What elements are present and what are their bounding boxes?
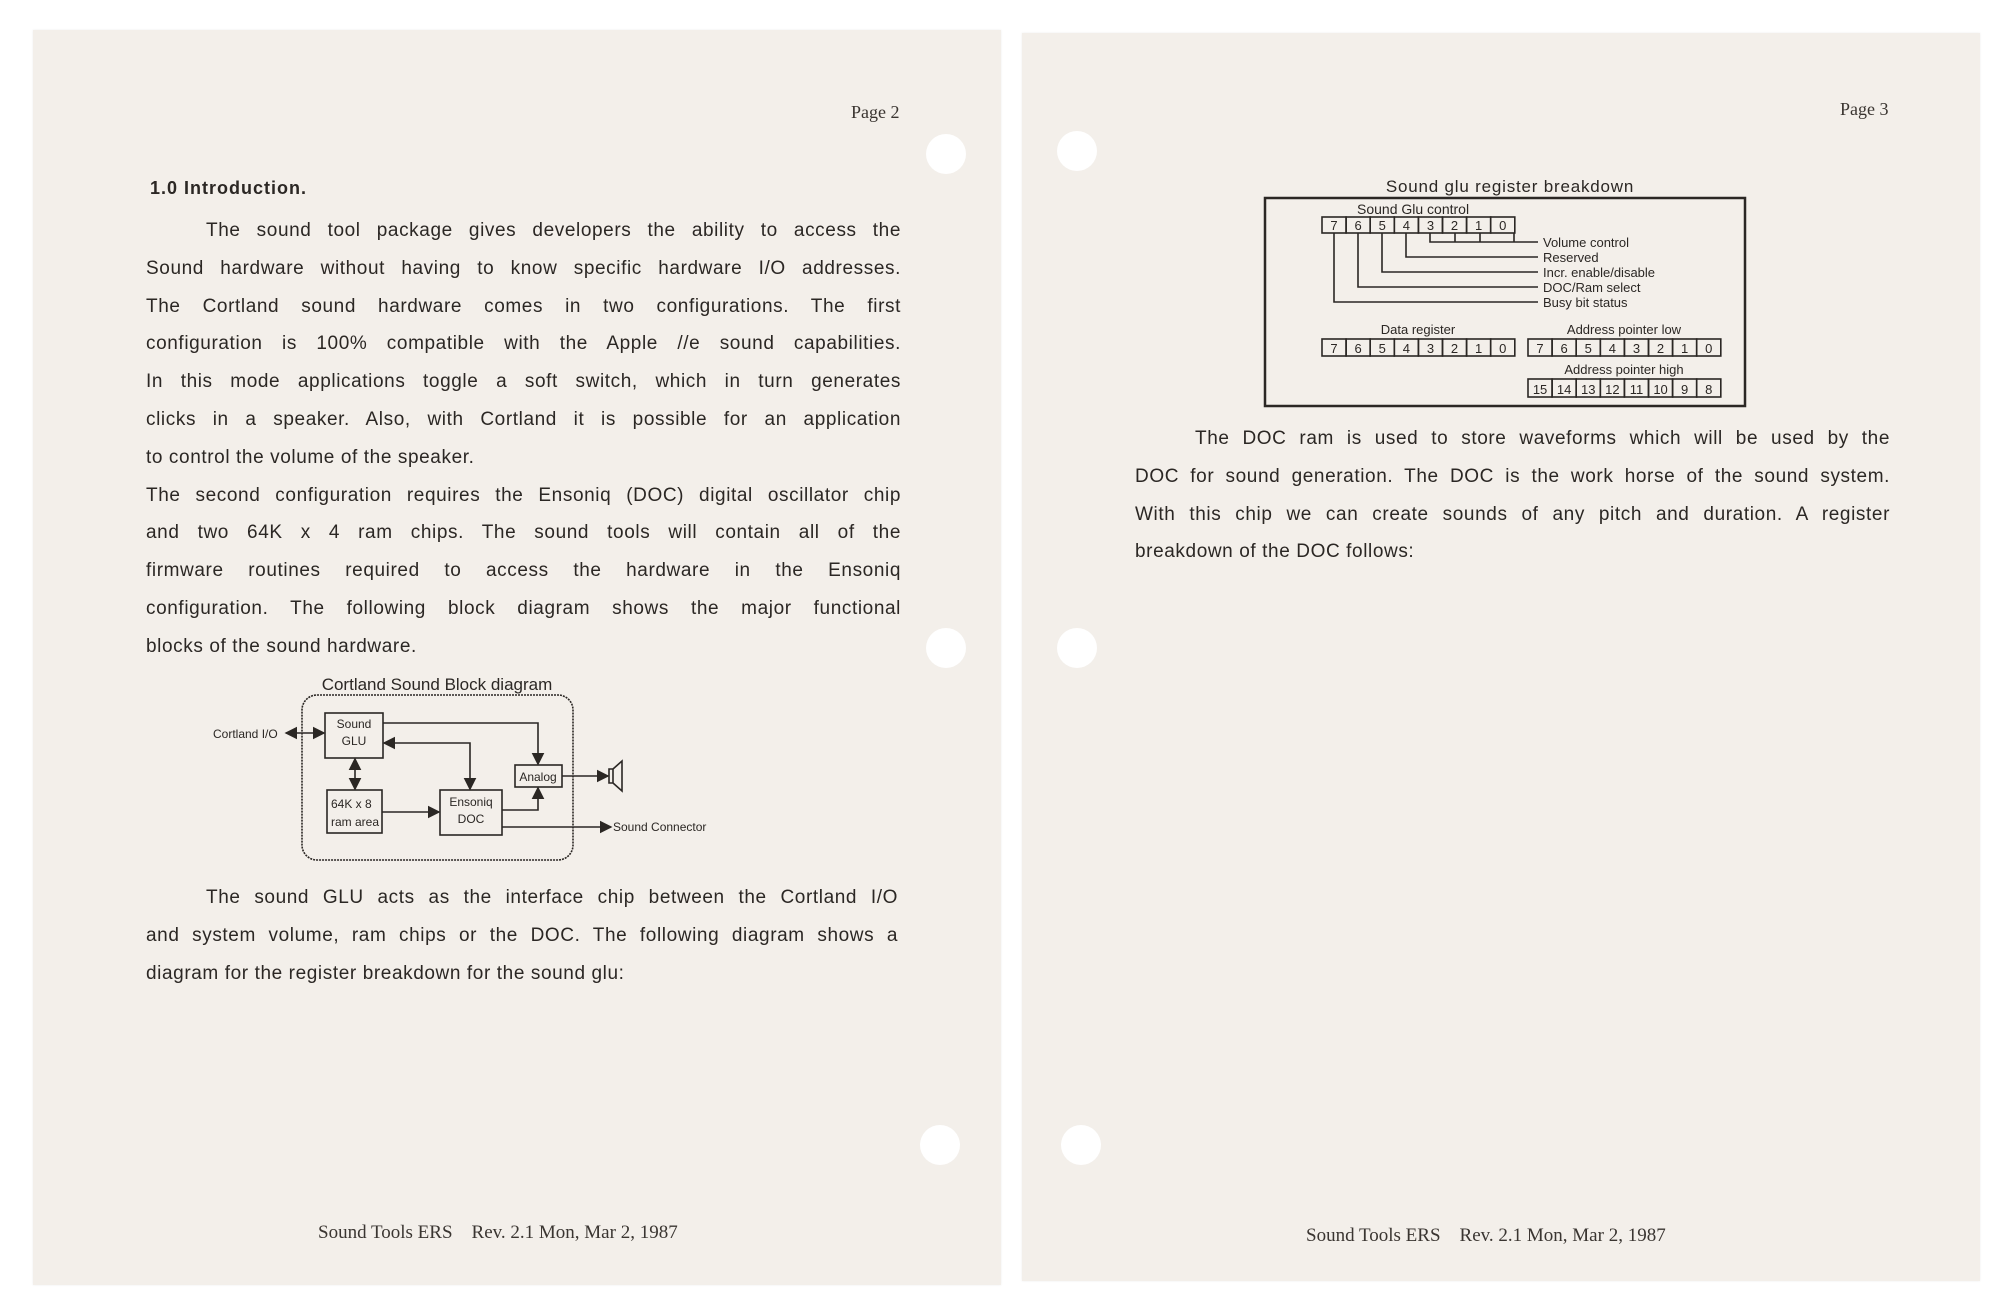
text-line: The DOC ram is used to store waveforms which will be used by the bbox=[1195, 428, 1890, 449]
addr-low-label: Address pointer low bbox=[1566, 322, 1682, 337]
glu-paragraph bbox=[146, 879, 898, 992]
bit-number: 11 bbox=[1629, 382, 1644, 397]
control-register-label: Sound Glu control bbox=[1357, 201, 1470, 217]
cortland-io-label: Cortland I/O bbox=[213, 727, 278, 741]
intro-paragraph bbox=[146, 212, 901, 666]
speaker-icon bbox=[609, 761, 622, 791]
data-register bbox=[1322, 339, 1515, 356]
bit-number: 1 bbox=[1475, 218, 1483, 233]
text-line: clicks in a speaker. Also, with Cortland it is possible for an application bbox=[146, 408, 901, 430]
page-footer: Sound Tools ERS Rev. 2.1 Mon, Mar 2, 1987 bbox=[318, 1222, 678, 1243]
bit-number: 6 bbox=[1354, 218, 1362, 233]
bit-number: 4 bbox=[1608, 341, 1616, 356]
text-line: With this chip we can create sounds of any pitch and duration. A register bbox=[1135, 503, 1890, 525]
page-number: Page 3 bbox=[1840, 99, 1889, 119]
punch-hole bbox=[920, 1125, 960, 1165]
bit-number: 2 bbox=[1450, 341, 1459, 356]
glu-label: Sound bbox=[336, 717, 372, 731]
doc-analog-arrow bbox=[502, 788, 538, 810]
bit-number: 7 bbox=[1330, 341, 1338, 356]
field-leader-lines bbox=[1334, 233, 1538, 302]
bit-number: 2 bbox=[1450, 218, 1459, 233]
doc-label: Ensoniq bbox=[449, 795, 493, 809]
bit-number: 7 bbox=[1330, 218, 1338, 233]
bit-number: 6 bbox=[1354, 341, 1362, 356]
bit-number: 5 bbox=[1378, 218, 1386, 233]
bit-number: 3 bbox=[1426, 341, 1435, 356]
bit-number: 10 bbox=[1653, 382, 1668, 397]
bit-number: 5 bbox=[1378, 341, 1386, 356]
field-label: Busy bit status bbox=[1543, 295, 1628, 310]
punch-hole bbox=[926, 628, 966, 668]
data-register-label: Data register bbox=[1380, 322, 1456, 337]
text-line: The sound GLU acts as the interface chip between the Cortland I/O bbox=[206, 887, 898, 908]
text-line: In this mode applications toggle a soft switch, which in turn generates bbox=[146, 371, 901, 393]
bit-number: 14 bbox=[1556, 382, 1572, 397]
block-diagram bbox=[200, 670, 840, 870]
register-title: Sound glu register breakdown bbox=[1385, 177, 1635, 196]
text-line: firmware routines required to access the hardware in the Ensoniq bbox=[146, 560, 901, 582]
field-label: Volume control bbox=[1543, 235, 1629, 250]
bit-number: 0 bbox=[1499, 218, 1507, 233]
bit-number: 4 bbox=[1402, 218, 1410, 233]
analog-label: Analog bbox=[519, 770, 557, 784]
diagram-title: Cortland Sound Block diagram bbox=[321, 675, 553, 694]
control-register bbox=[1322, 217, 1515, 233]
bit-number: 3 bbox=[1426, 218, 1435, 233]
text-line: and two 64K x 4 ram chips. The sound tools will contain all of the bbox=[146, 522, 901, 544]
ram-label: 64K x 8 bbox=[331, 797, 372, 811]
addr-high-label: Address pointer high bbox=[1564, 362, 1684, 377]
field-label: DOC/Ram select bbox=[1543, 280, 1641, 295]
bit-number: 1 bbox=[1681, 341, 1689, 356]
text-line: The Cortland sound hardware comes in two configurations. The first bbox=[146, 295, 901, 317]
bit-number: 6 bbox=[1560, 341, 1568, 356]
punch-hole bbox=[1057, 131, 1097, 171]
page-number: Page 2 bbox=[851, 102, 900, 122]
text-line: configuration is 100% compatible with the Apple //e sound capabilities. bbox=[146, 333, 901, 355]
bit-number: 12 bbox=[1605, 382, 1620, 397]
text-line: configuration. The following block diagram shows the major functional bbox=[146, 597, 901, 619]
punch-hole bbox=[1057, 628, 1097, 668]
address-pointer-low bbox=[1528, 339, 1721, 356]
ram-label: ram area bbox=[331, 815, 380, 829]
section-heading: 1.0 Introduction. bbox=[150, 178, 308, 198]
text-line: and system volume, ram chips or the DOC. The following diagram shows a bbox=[146, 924, 898, 946]
sound-connector-label: Sound Connector bbox=[613, 820, 707, 834]
text-line: The second configuration requires the Ensoniq (DOC) digital oscillator chip bbox=[146, 484, 901, 506]
bit-number: 15 bbox=[1532, 382, 1548, 397]
text-line: diagram for the register breakdown for the sound glu: bbox=[146, 962, 625, 984]
punch-hole bbox=[1061, 1125, 1101, 1165]
text-line: Sound hardware without having to know specific hardware I/O addresses. bbox=[146, 257, 901, 279]
register-diagram bbox=[1260, 170, 1760, 420]
punch-hole bbox=[926, 134, 966, 174]
glu-doc-arrow bbox=[384, 743, 470, 789]
text-line: breakdown of the DOC follows: bbox=[1135, 541, 1415, 563]
bit-number: 1 bbox=[1475, 341, 1483, 356]
bit-number: 8 bbox=[1705, 382, 1713, 397]
bit-number: 13 bbox=[1581, 382, 1596, 397]
doc-paragraph bbox=[1135, 420, 1890, 571]
page-footer: Sound Tools ERS Rev. 2.1 Mon, Mar 2, 1987 bbox=[1306, 1225, 1666, 1246]
glu-label: GLU bbox=[341, 734, 367, 748]
address-pointer-high bbox=[1528, 379, 1721, 397]
bit-number: 0 bbox=[1499, 341, 1507, 356]
bit-number: 9 bbox=[1681, 382, 1689, 397]
bit-number: 4 bbox=[1402, 341, 1410, 356]
bit-number: 0 bbox=[1705, 341, 1713, 356]
doc-label: DOC bbox=[457, 812, 485, 826]
text-line: blocks of the sound hardware. bbox=[146, 635, 417, 657]
bit-number: 2 bbox=[1656, 341, 1665, 356]
bit-number: 7 bbox=[1536, 341, 1544, 356]
field-label: Reserved bbox=[1543, 250, 1599, 265]
field-label: Incr. enable/disable bbox=[1543, 265, 1656, 280]
text-line: The sound tool package gives developers the ability to access the bbox=[206, 220, 901, 241]
text-line: DOC for sound generation. The DOC is the work horse of the sound system. bbox=[1135, 465, 1890, 487]
text-line: to control the volume of the speaker. bbox=[146, 446, 475, 468]
bit-number: 3 bbox=[1632, 341, 1641, 356]
bit-number: 5 bbox=[1584, 341, 1592, 356]
